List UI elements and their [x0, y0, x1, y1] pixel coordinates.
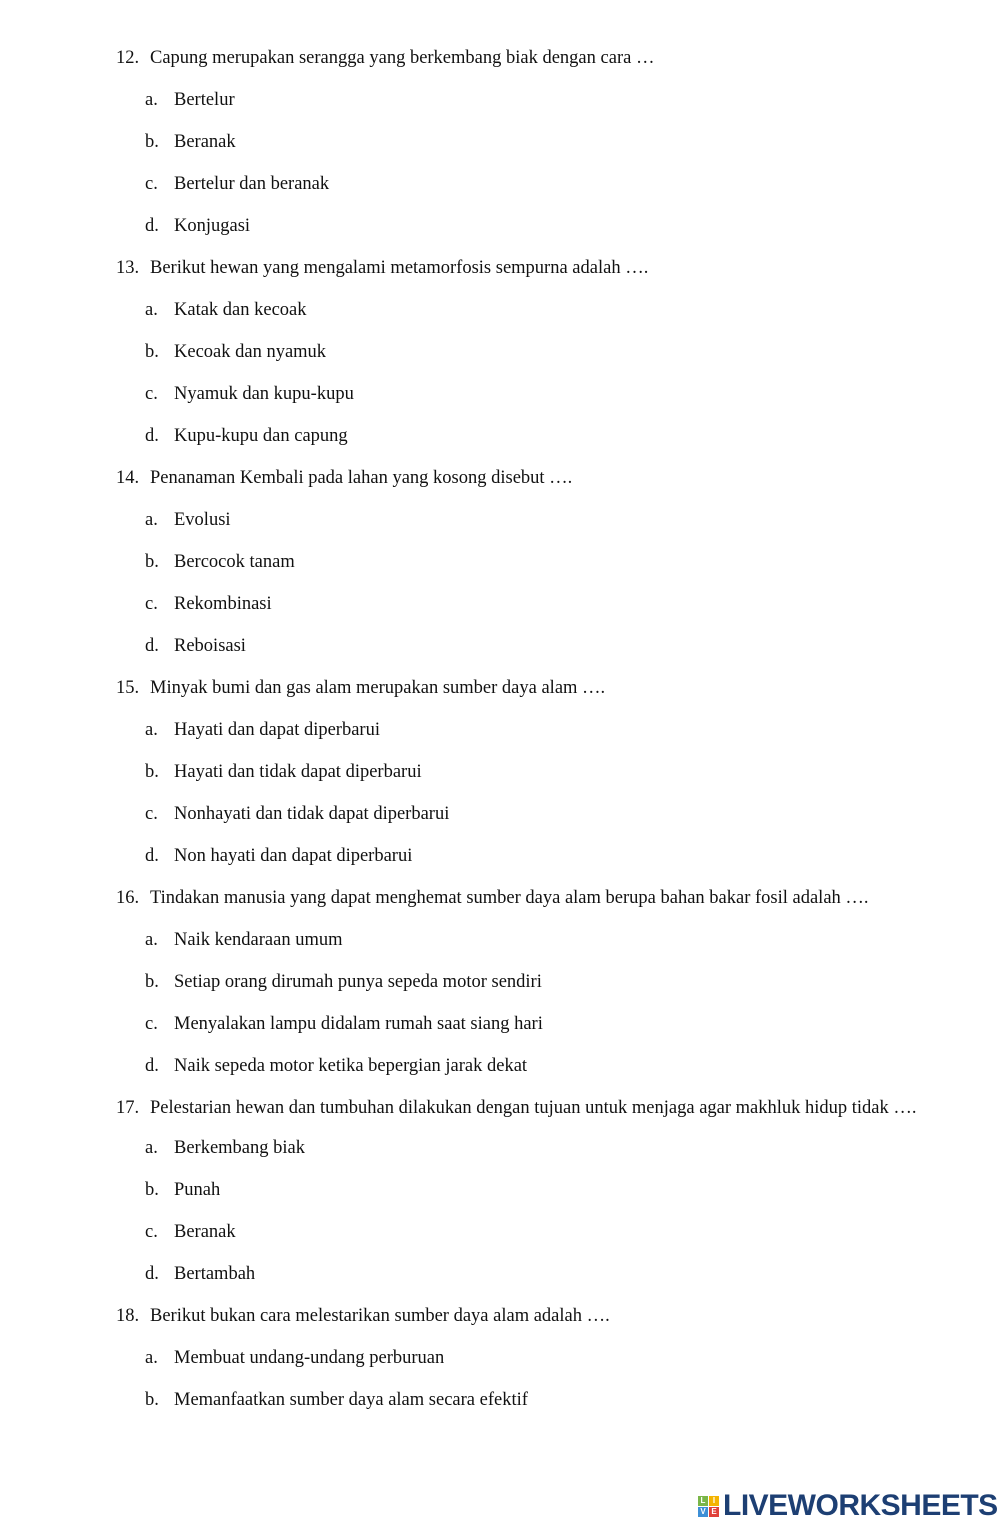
option-text: Beranak	[174, 1222, 236, 1242]
option-letter: b.	[145, 342, 159, 362]
question-number: 16.	[116, 888, 140, 908]
question-number: 17.	[116, 1098, 140, 1118]
answer-option[interactable]	[0, 961, 1000, 1003]
question-number: 13.	[116, 258, 140, 278]
question	[0, 457, 1000, 499]
answer-option[interactable]	[0, 499, 1000, 541]
option-text: Nyamuk dan kupu-kupu	[174, 384, 354, 404]
option-text: Menyalakan lampu didalam rumah saat siang hari	[174, 1014, 543, 1034]
option-letter: b.	[145, 1390, 159, 1410]
answer-option[interactable]	[0, 1379, 1000, 1421]
question-text: Berikut bukan cara melestarikan sumber daya alam adalah ….	[150, 1306, 610, 1326]
option-letter: d.	[145, 846, 159, 866]
logo-text: LIVEWORKSHEETS	[723, 1489, 998, 1522]
answer-option[interactable]	[0, 121, 1000, 163]
question	[0, 667, 1000, 709]
option-text: Non hayati dan dapat diperbarui	[174, 846, 413, 866]
option-text: Membuat undang-undang perburuan	[174, 1348, 445, 1368]
answer-option[interactable]	[0, 835, 1000, 877]
option-letter: a.	[145, 1348, 158, 1368]
option-text: Hayati dan dapat diperbarui	[174, 720, 380, 740]
option-text: Bercocok tanam	[174, 552, 295, 572]
answer-option[interactable]	[0, 793, 1000, 835]
answer-option[interactable]	[0, 1003, 1000, 1045]
option-letter: d.	[145, 1264, 159, 1284]
option-text: Kupu-kupu dan capung	[174, 426, 348, 446]
answer-option[interactable]	[0, 1253, 1000, 1295]
question	[0, 37, 1000, 79]
answer-option[interactable]	[0, 1211, 1000, 1253]
option-text: Bertelur dan beranak	[174, 174, 330, 194]
question-number: 15.	[116, 678, 140, 698]
option-text: Setiap orang dirumah punya sepeda motor sendiri	[174, 972, 542, 992]
option-letter: b.	[145, 132, 159, 152]
answer-option[interactable]	[0, 1169, 1000, 1211]
option-text: Naik kendaraan umum	[174, 930, 343, 950]
option-letter: c.	[145, 1222, 158, 1242]
answer-option[interactable]	[0, 751, 1000, 793]
question-text: Berikut hewan yang mengalami metamorfosis sempurna adalah ….	[150, 258, 649, 278]
logo-tile: E	[709, 1507, 719, 1517]
logo-tile: L	[698, 1496, 708, 1506]
answer-option[interactable]	[0, 1127, 1000, 1169]
answer-option[interactable]	[0, 1045, 1000, 1087]
option-letter: d.	[145, 216, 159, 236]
question-text: Pelestarian hewan dan tumbuhan dilakukan dengan tujuan untuk menjaga agar makhluk hidup tidak ….	[150, 1098, 917, 1118]
answer-option[interactable]	[0, 289, 1000, 331]
question	[0, 1087, 1000, 1127]
answer-option[interactable]	[0, 163, 1000, 205]
answer-option[interactable]	[0, 1337, 1000, 1379]
option-letter: b.	[145, 762, 159, 782]
option-letter: c.	[145, 594, 158, 614]
option-text: Bertambah	[174, 1264, 256, 1284]
option-letter: c.	[145, 1014, 158, 1034]
answer-option[interactable]	[0, 415, 1000, 457]
option-letter: b.	[145, 1180, 159, 1200]
question-number: 18.	[116, 1306, 140, 1326]
question-text: Minyak bumi dan gas alam merupakan sumber daya alam ….	[150, 678, 606, 698]
option-letter: c.	[145, 174, 158, 194]
logo-tiles-icon	[698, 1496, 719, 1517]
option-letter: c.	[145, 384, 158, 404]
answer-option[interactable]	[0, 541, 1000, 583]
answer-option[interactable]	[0, 919, 1000, 961]
option-text: Hayati dan tidak dapat diperbarui	[174, 762, 422, 782]
option-text: Berkembang biak	[174, 1138, 305, 1158]
question	[0, 877, 1000, 919]
option-text: Nonhayati dan tidak dapat diperbarui	[174, 804, 450, 824]
option-letter: a.	[145, 510, 158, 530]
question-number: 12.	[116, 48, 140, 68]
option-text: Kecoak dan nyamuk	[174, 342, 327, 362]
question-text: Penanaman Kembali pada lahan yang kosong disebut ….	[150, 468, 573, 488]
option-text: Rekombinasi	[174, 594, 272, 614]
option-text: Reboisasi	[174, 636, 246, 656]
answer-option[interactable]	[0, 625, 1000, 667]
question-number: 14.	[116, 468, 140, 488]
question-text: Capung merupakan serangga yang berkembang biak dengan cara …	[150, 48, 655, 68]
option-letter: d.	[145, 426, 159, 446]
answer-option[interactable]	[0, 205, 1000, 247]
answer-option[interactable]	[0, 709, 1000, 751]
answer-option[interactable]	[0, 79, 1000, 121]
option-letter: a.	[145, 1138, 158, 1158]
option-text: Evolusi	[174, 510, 231, 530]
logo-tile: I	[709, 1496, 719, 1506]
option-text: Punah	[174, 1180, 221, 1200]
option-letter: a.	[145, 90, 158, 110]
option-text: Memanfaatkan sumber daya alam secara efektif	[174, 1390, 528, 1410]
option-letter: a.	[145, 930, 158, 950]
answer-option[interactable]	[0, 583, 1000, 625]
option-text: Konjugasi	[174, 216, 251, 236]
logo-tile: V	[698, 1507, 708, 1517]
liveworksheets-logo	[698, 1489, 998, 1523]
option-text: Bertelur	[174, 90, 235, 110]
worksheet	[0, 37, 1000, 1421]
question	[0, 1295, 1000, 1337]
option-letter: a.	[145, 300, 158, 320]
option-letter: d.	[145, 636, 159, 656]
option-text: Katak dan kecoak	[174, 300, 307, 320]
option-letter: b.	[145, 552, 159, 572]
option-letter: d.	[145, 1056, 159, 1076]
question-text: Tindakan manusia yang dapat menghemat sumber daya alam berupa bahan bakar fosil adalah ….	[150, 888, 869, 908]
question	[0, 247, 1000, 289]
answer-option[interactable]	[0, 373, 1000, 415]
option-letter: a.	[145, 720, 158, 740]
option-text: Naik sepeda motor ketika bepergian jarak dekat	[174, 1056, 528, 1076]
option-letter: b.	[145, 972, 159, 992]
option-letter: c.	[145, 804, 158, 824]
answer-option[interactable]	[0, 331, 1000, 373]
option-text: Beranak	[174, 132, 236, 152]
